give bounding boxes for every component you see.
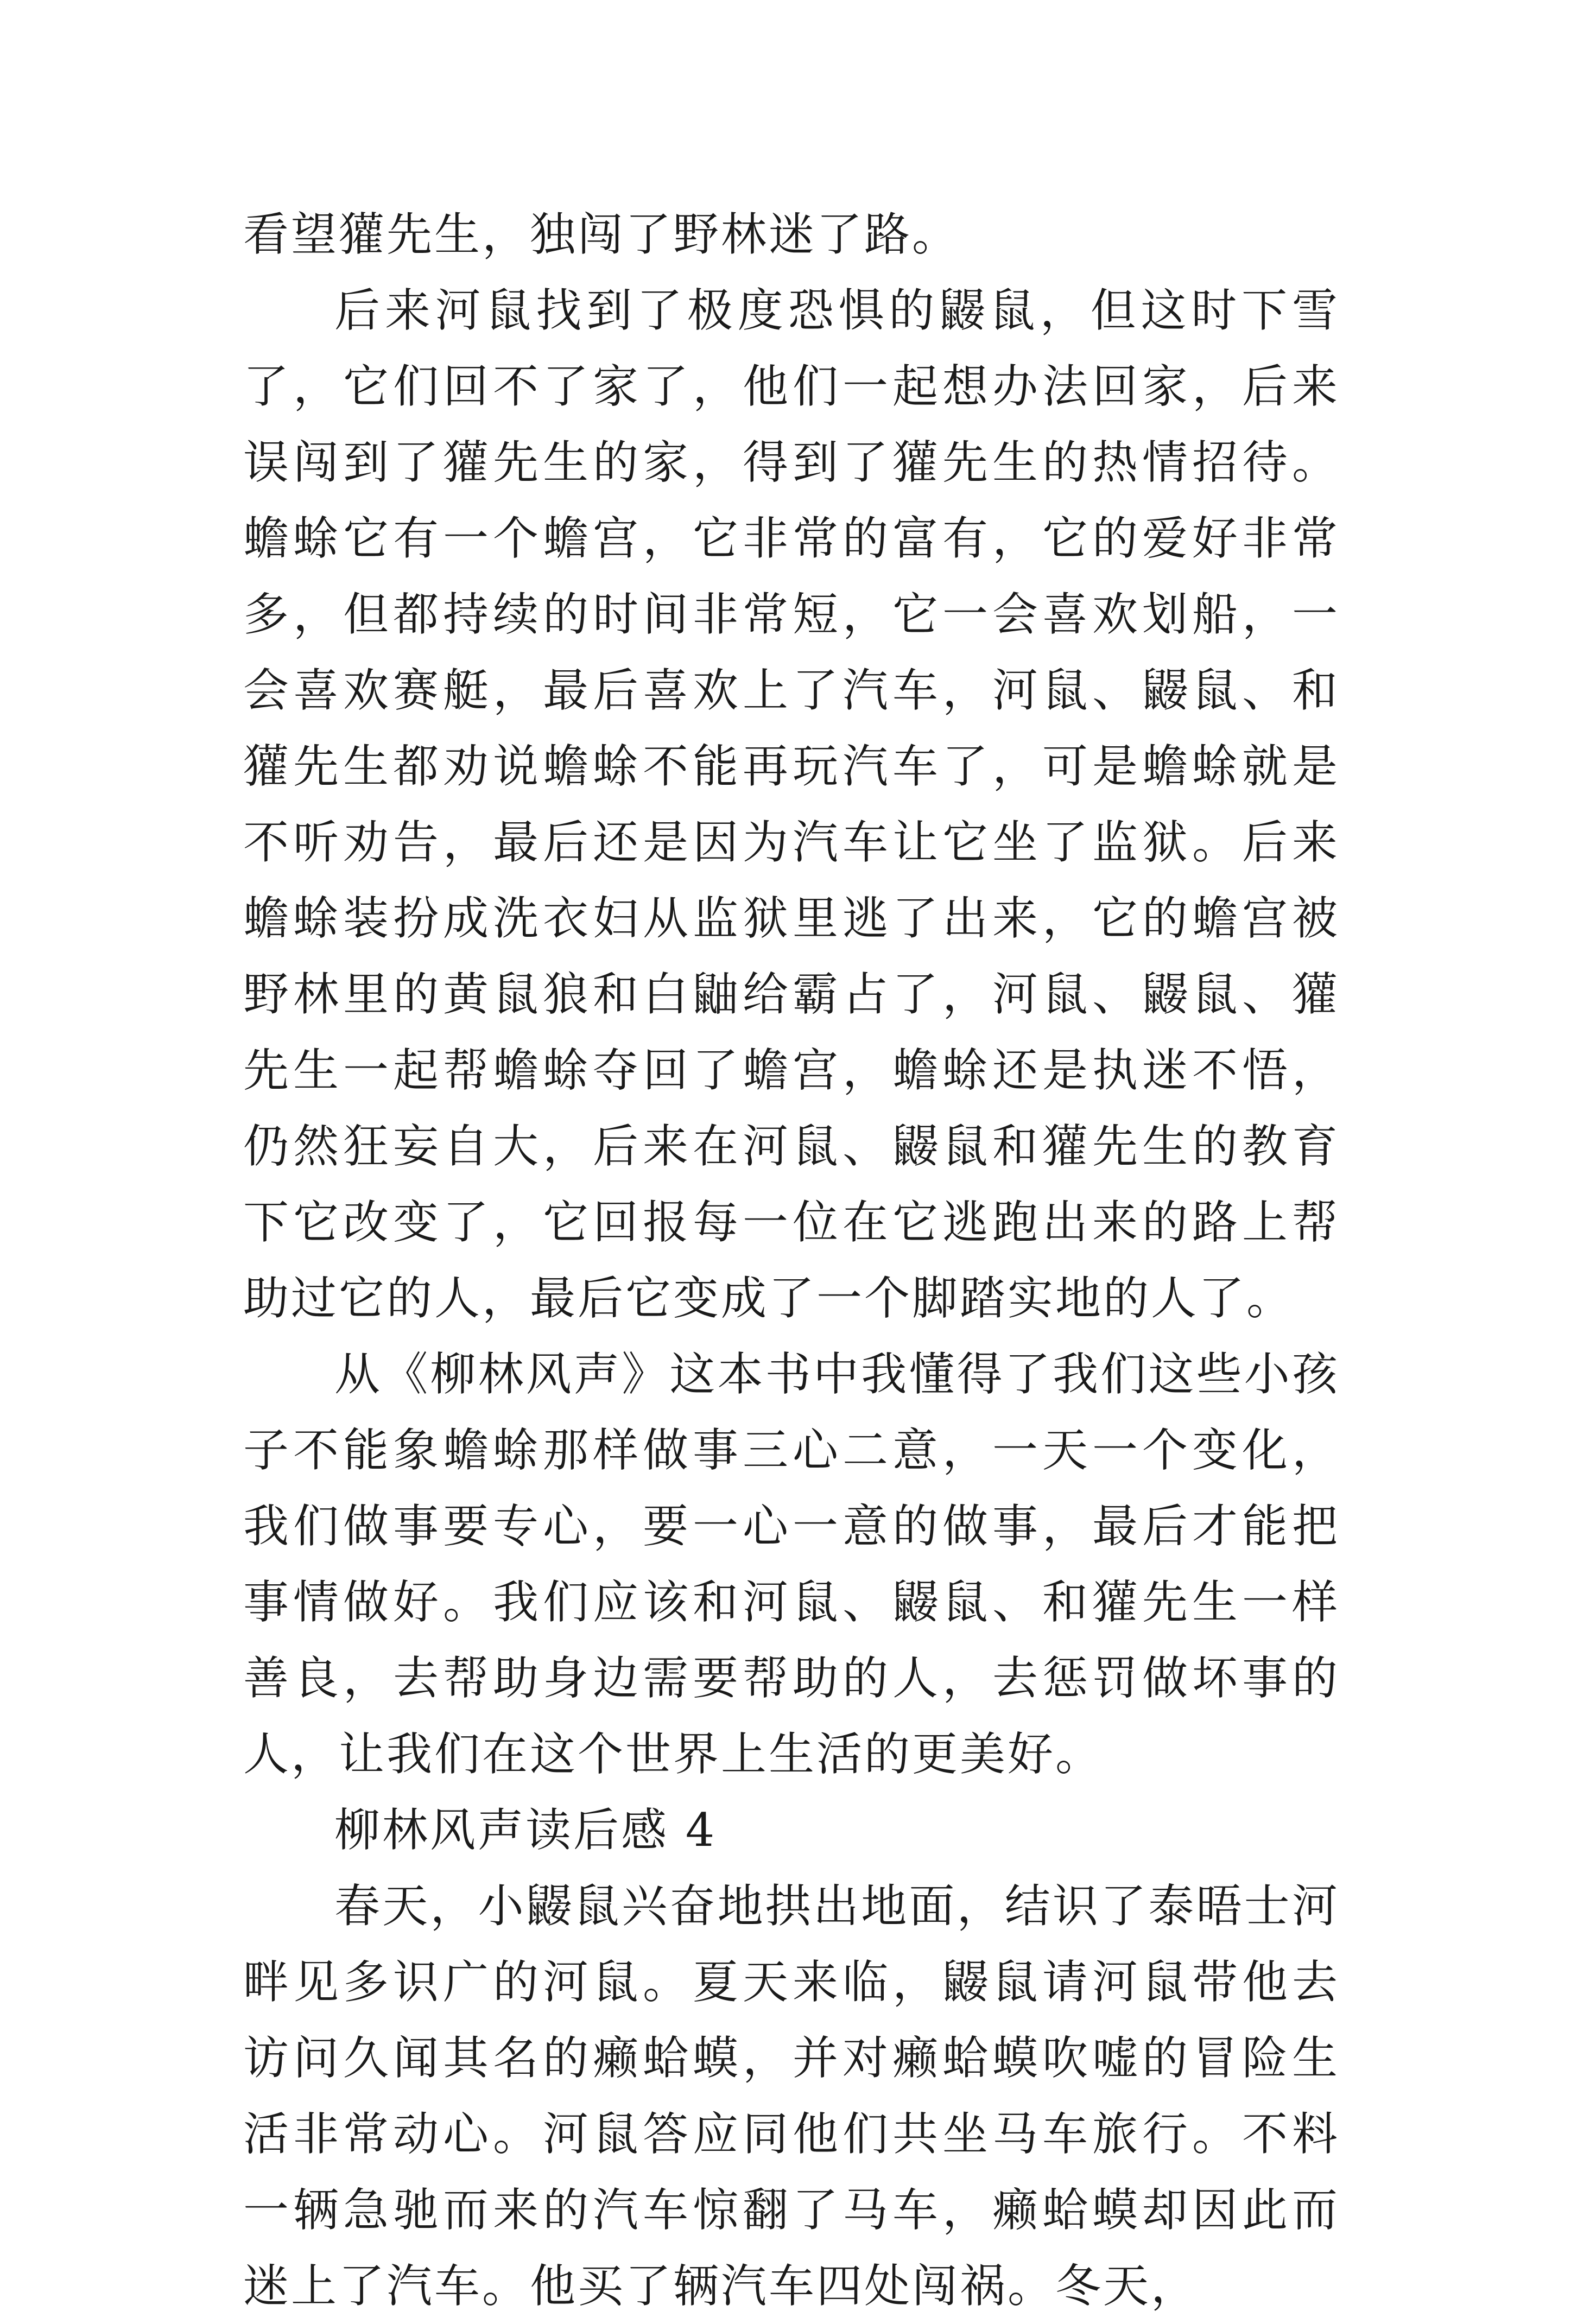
paragraph-reflection: 从《柳林风声》这本书中我懂得了我们这些小孩子不能象蟾蜍那样做事三心二意，一天一个变化，我们做事要专心，要一心一意的做事，最后才能把事情做好。我们应该和河鼠、鼹鼠、和獾先生一样善良，去帮助身边需要帮助的人，去惩罚做坏事的人，让我们在这个世界上生活的更美好。 xyxy=(243,1348,1340,1781)
section-heading: 柳林风声读后感 4 xyxy=(334,1804,717,1857)
paragraph-continuation: 看望獾先生，独闯了野林迷了路。 xyxy=(243,208,960,261)
paragraph-section-4-start: 春天，小鼹鼠兴奋地拱出地面，结识了泰晤士河畔见多识广的河鼠。夏天来临，鼹鼠请河鼠带他去访问久闻其名的癞蛤蟆，并对癞蛤蟆吹嘘的冒险生活非常动心。河鼠答应同他们共坐马车旅行。不料一辆急驰而来的汽车惊翻了马车，癞蛤蟆却因此而迷上了汽车。他买了辆汽车四处闯祸。冬天， xyxy=(243,1879,1340,2313)
paragraph-story-summary: 后来河鼠找到了极度恐惧的鼹鼠，但这时下雪了，它们回不了家了，他们一起想办法回家，后来误闯到了獾先生的家，得到了獾先生的热情招待。蟾蜍它有一个蟾宫，它非常的富有，它的爱好非常多，但都持续的时间非常短，它一会喜欢划船，一会喜欢赛艇，最后喜欢上了汽车，河鼠、鼹鼠、和獾先生都劝说蟾蜍不能再玩汽车了，可是蟾蜍就是不听劝告，最后还是因为汽车让它坐了监狱。后来蟾蜍装扮成洗衣妇从监狱里逃了出来，它的蟾宫被野林里的黄鼠狼和白鼬给霸占了，河鼠、鼹鼠、獾先生一起帮蟾蜍夺回了蟾宫，蟾蜍还是执迷不悟，仍然狂妄自大，后来在河鼠、鼹鼠和獾先生的教育下它改变了，它回报每一位在它逃跑出来的路上帮助过它的人，最后它变成了一个脚踏实地的人了。 xyxy=(243,284,1340,1325)
document-body xyxy=(243,196,1340,2324)
